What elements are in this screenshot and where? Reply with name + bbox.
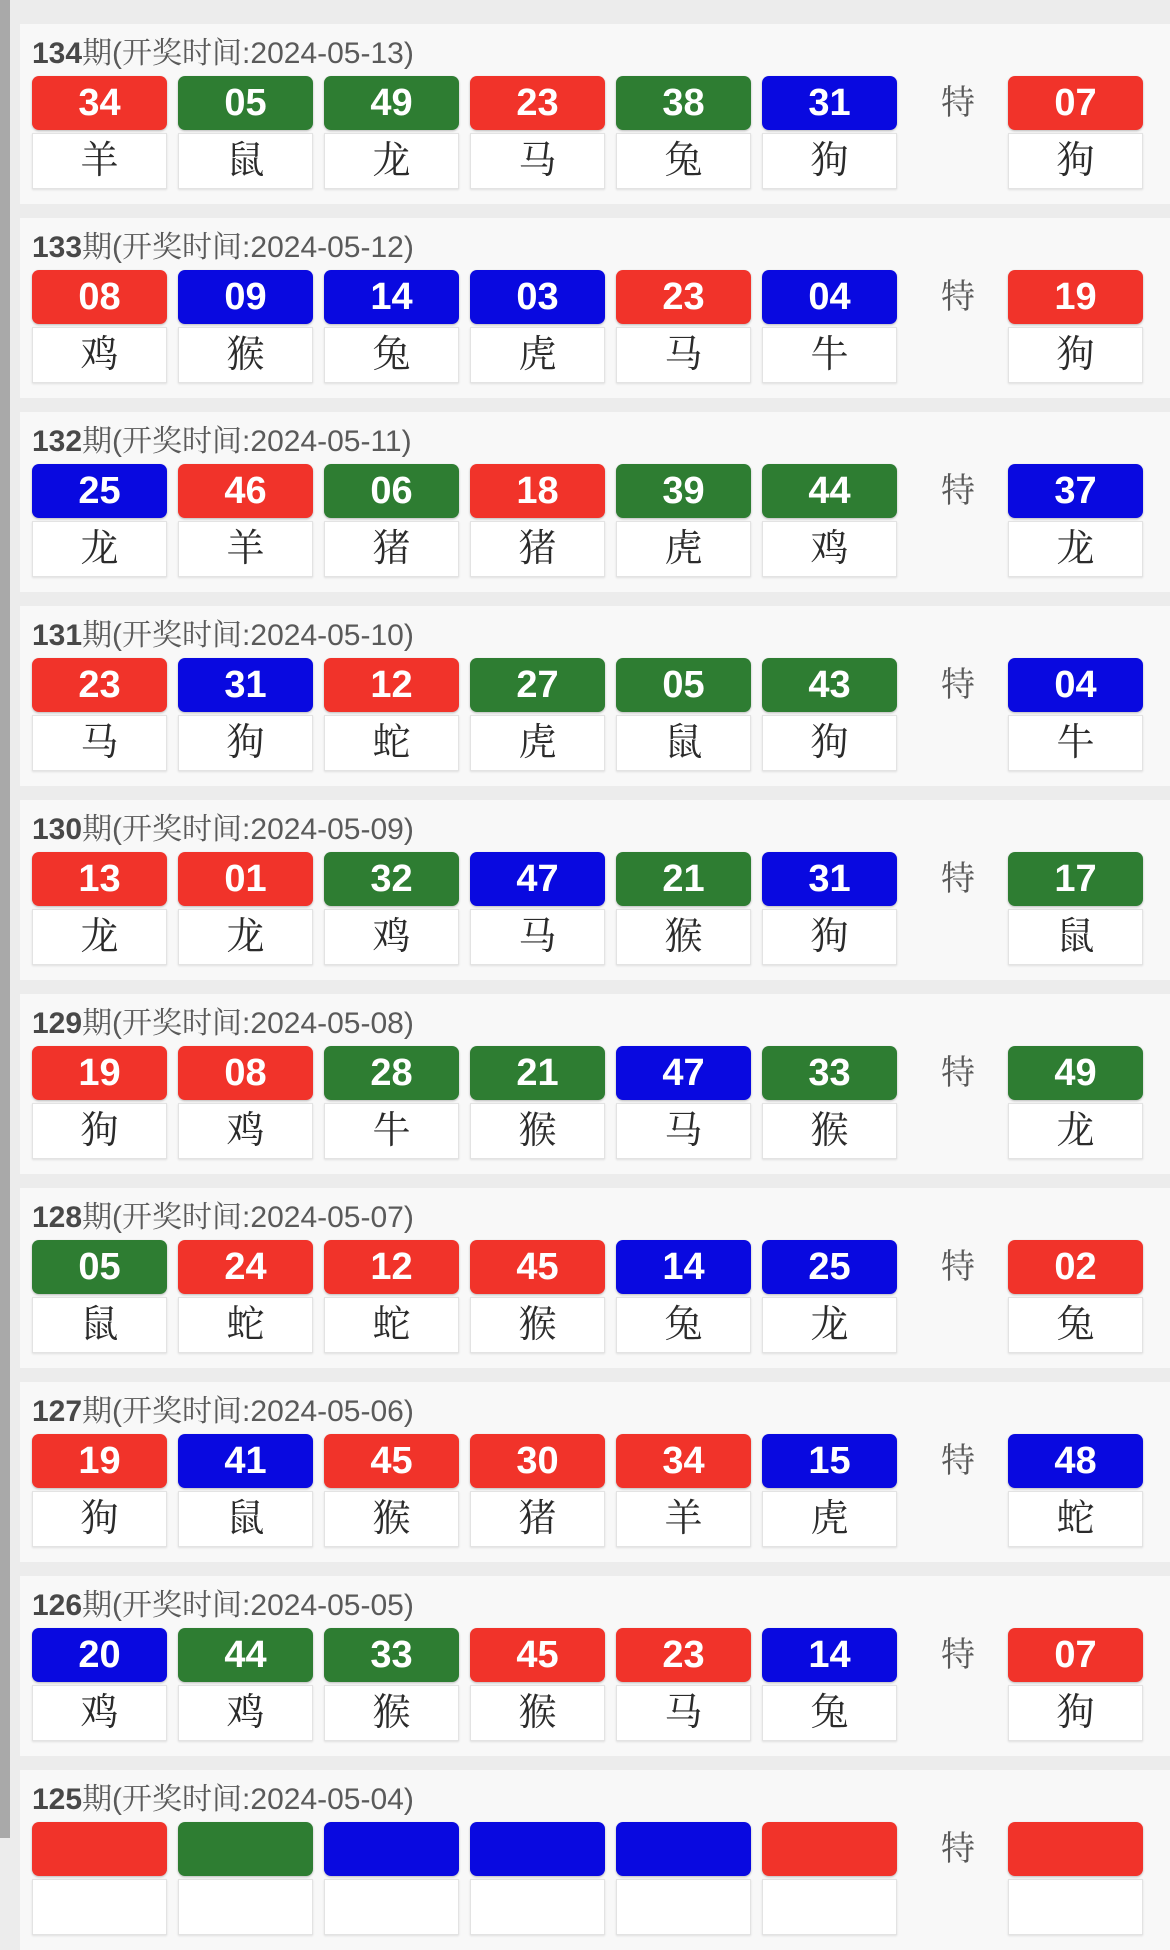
special-number-tile: 07 xyxy=(1008,1628,1143,1682)
number-cell xyxy=(324,270,459,383)
number-cell xyxy=(324,1046,459,1159)
number-tile: 13 xyxy=(32,852,167,906)
draw-header xyxy=(20,1584,1170,1628)
draw-period: 131 xyxy=(32,619,83,652)
draw-section xyxy=(20,1188,1170,1368)
zodiac-box: 虎 xyxy=(470,327,605,383)
number-cell xyxy=(32,852,167,965)
draw-date: 2024-05-06 xyxy=(250,1395,404,1428)
zodiac-box: 猴 xyxy=(324,1491,459,1547)
number-tile xyxy=(178,1822,313,1876)
number-tile: 08 xyxy=(178,1046,313,1100)
zodiac-box: 猪 xyxy=(324,521,459,577)
number-tile: 43 xyxy=(762,658,897,712)
number-cell xyxy=(178,658,313,771)
draw-section xyxy=(20,218,1170,398)
special-number-cell xyxy=(1008,76,1143,189)
number-tile: 03 xyxy=(470,270,605,324)
zodiac-box: 蛇 xyxy=(178,1297,313,1353)
number-cell xyxy=(762,852,897,965)
draw-header-label: 期(开奖时间: xyxy=(82,1007,251,1040)
special-zodiac-box: 龙 xyxy=(1008,1103,1143,1159)
draw-numbers-row xyxy=(20,658,1170,771)
zodiac-box: 猴 xyxy=(178,327,313,383)
number-tile: 34 xyxy=(616,1434,751,1488)
number-cell xyxy=(470,1240,605,1353)
draw-header xyxy=(20,32,1170,76)
number-tile xyxy=(324,1822,459,1876)
number-tile: 27 xyxy=(470,658,605,712)
draw-numbers-row xyxy=(20,1434,1170,1547)
zodiac-box: 兔 xyxy=(616,1297,751,1353)
number-cell xyxy=(616,464,751,577)
zodiac-box: 羊 xyxy=(178,521,313,577)
number-cell xyxy=(470,658,605,771)
number-cell xyxy=(32,76,167,189)
number-cell xyxy=(762,1240,897,1353)
number-cell xyxy=(178,1822,313,1935)
zodiac-box: 狗 xyxy=(762,715,897,771)
number-cell xyxy=(616,658,751,771)
draw-numbers-row xyxy=(20,852,1170,965)
special-label: 特 xyxy=(941,278,975,316)
number-tile: 06 xyxy=(324,464,459,518)
number-tile: 14 xyxy=(762,1628,897,1682)
number-cell xyxy=(324,658,459,771)
draw-section xyxy=(20,1576,1170,1756)
draw-period: 127 xyxy=(32,1395,83,1428)
zodiac-box: 鼠 xyxy=(178,1491,313,1547)
draw-date: 2024-05-05 xyxy=(250,1589,404,1622)
zodiac-box: 鼠 xyxy=(178,133,313,189)
number-cell xyxy=(324,1434,459,1547)
draw-header xyxy=(20,420,1170,464)
draw-header-label: 期(开奖时间: xyxy=(82,1201,251,1234)
zodiac-box: 羊 xyxy=(32,133,167,189)
special-label: 特 xyxy=(941,1636,975,1674)
number-cell xyxy=(470,1822,605,1935)
number-cell xyxy=(470,852,605,965)
number-cell xyxy=(616,1240,751,1353)
number-cell xyxy=(178,464,313,577)
draw-date: 2024-05-11 xyxy=(250,425,402,458)
number-cell xyxy=(470,1046,605,1159)
number-tile: 46 xyxy=(178,464,313,518)
number-tile: 31 xyxy=(762,76,897,130)
number-cell xyxy=(762,1434,897,1547)
draw-section xyxy=(20,24,1170,204)
zodiac-box: 猴 xyxy=(470,1103,605,1159)
special-number-cell xyxy=(1008,1240,1143,1353)
number-cell xyxy=(616,1434,751,1547)
zodiac-box: 蛇 xyxy=(324,715,459,771)
zodiac-box: 马 xyxy=(616,327,751,383)
special-zodiac-box: 狗 xyxy=(1008,133,1143,189)
draw-period: 130 xyxy=(32,813,83,846)
number-tile: 19 xyxy=(32,1434,167,1488)
number-tile: 41 xyxy=(178,1434,313,1488)
number-cell xyxy=(470,270,605,383)
draw-date: 2024-05-12 xyxy=(250,231,404,264)
special-label: 特 xyxy=(941,1442,975,1480)
draw-header xyxy=(20,226,1170,270)
number-cell xyxy=(32,1628,167,1741)
zodiac-box: 猴 xyxy=(762,1103,897,1159)
number-cell xyxy=(178,852,313,965)
draw-numbers-row xyxy=(20,464,1170,577)
number-cell xyxy=(178,1046,313,1159)
number-tile xyxy=(616,1822,751,1876)
special-label: 特 xyxy=(941,1054,975,1092)
number-tile: 33 xyxy=(324,1628,459,1682)
special-label: 特 xyxy=(941,472,975,510)
draw-numbers-row xyxy=(20,76,1170,189)
number-tile: 24 xyxy=(178,1240,313,1294)
number-tile: 04 xyxy=(762,270,897,324)
number-tile: 45 xyxy=(470,1240,605,1294)
number-cell xyxy=(616,270,751,383)
special-number-tile: 07 xyxy=(1008,76,1143,130)
draw-numbers-row xyxy=(20,1240,1170,1353)
draw-header xyxy=(20,1196,1170,1240)
special-number-tile: 04 xyxy=(1008,658,1143,712)
zodiac-box: 兔 xyxy=(762,1685,897,1741)
number-tile: 38 xyxy=(616,76,751,130)
special-label: 特 xyxy=(941,1248,975,1286)
zodiac-box: 狗 xyxy=(178,715,313,771)
number-tile: 19 xyxy=(32,1046,167,1100)
number-tile: 08 xyxy=(32,270,167,324)
number-cell xyxy=(762,1046,897,1159)
special-number-tile xyxy=(1008,1822,1143,1876)
zodiac-box: 虎 xyxy=(762,1491,897,1547)
draw-date: 2024-05-07 xyxy=(250,1201,404,1234)
draw-header-label: 期(开奖时间: xyxy=(82,37,251,70)
number-tile: 12 xyxy=(324,658,459,712)
number-tile: 23 xyxy=(616,1628,751,1682)
zodiac-box: 羊 xyxy=(616,1491,751,1547)
zodiac-box: 马 xyxy=(470,909,605,965)
draw-header-paren: ) xyxy=(403,619,414,652)
draw-numbers-row xyxy=(20,270,1170,383)
zodiac-box: 马 xyxy=(32,715,167,771)
number-cell xyxy=(324,852,459,965)
special-number-cell xyxy=(1008,1822,1143,1935)
draw-section xyxy=(20,606,1170,786)
zodiac-box: 狗 xyxy=(762,909,897,965)
zodiac-box: 龙 xyxy=(324,133,459,189)
zodiac-box xyxy=(470,1879,605,1935)
draw-section xyxy=(20,800,1170,980)
special-zodiac-box: 龙 xyxy=(1008,521,1143,577)
zodiac-box: 鼠 xyxy=(616,715,751,771)
draw-header-paren: ) xyxy=(403,1201,414,1234)
number-tile: 28 xyxy=(324,1046,459,1100)
number-tile: 25 xyxy=(762,1240,897,1294)
number-cell xyxy=(762,1822,897,1935)
special-zodiac-box: 鼠 xyxy=(1008,909,1143,965)
draw-header-paren: ) xyxy=(403,231,414,264)
number-tile: 14 xyxy=(324,270,459,324)
special-zodiac-box: 狗 xyxy=(1008,1685,1143,1741)
zodiac-box: 鸡 xyxy=(178,1103,313,1159)
zodiac-box xyxy=(324,1879,459,1935)
number-tile: 21 xyxy=(470,1046,605,1100)
zodiac-box: 牛 xyxy=(762,327,897,383)
draw-header xyxy=(20,1002,1170,1046)
number-cell xyxy=(762,270,897,383)
special-label: 特 xyxy=(941,1830,975,1868)
number-tile: 14 xyxy=(616,1240,751,1294)
special-number-cell xyxy=(1008,1628,1143,1741)
number-tile: 25 xyxy=(32,464,167,518)
zodiac-box: 鸡 xyxy=(32,1685,167,1741)
number-cell xyxy=(324,1240,459,1353)
number-tile: 18 xyxy=(470,464,605,518)
number-cell xyxy=(178,270,313,383)
number-cell xyxy=(324,1628,459,1741)
draw-section xyxy=(20,994,1170,1174)
number-tile: 44 xyxy=(178,1628,313,1682)
number-tile xyxy=(762,1822,897,1876)
number-tile: 01 xyxy=(178,852,313,906)
number-cell xyxy=(324,76,459,189)
number-tile: 33 xyxy=(762,1046,897,1100)
number-tile: 09 xyxy=(178,270,313,324)
special-label: 特 xyxy=(941,84,975,122)
special-zodiac-box xyxy=(1008,1879,1143,1935)
draw-numbers-row xyxy=(20,1628,1170,1741)
special-number-tile: 02 xyxy=(1008,1240,1143,1294)
draw-header-label: 期(开奖时间: xyxy=(82,1589,251,1622)
number-tile: 31 xyxy=(178,658,313,712)
number-cell xyxy=(616,1628,751,1741)
draw-period: 133 xyxy=(32,231,83,264)
special-number-cell xyxy=(1008,658,1143,771)
number-cell xyxy=(324,1822,459,1935)
number-tile: 32 xyxy=(324,852,459,906)
special-zodiac-box: 牛 xyxy=(1008,715,1143,771)
zodiac-box: 猴 xyxy=(616,909,751,965)
page-left-edge-strip xyxy=(0,0,10,1838)
draw-header xyxy=(20,1778,1170,1822)
zodiac-box: 猪 xyxy=(470,1491,605,1547)
number-cell xyxy=(470,1628,605,1741)
zodiac-box: 鸡 xyxy=(762,521,897,577)
number-tile: 05 xyxy=(178,76,313,130)
draw-numbers-row xyxy=(20,1822,1170,1935)
zodiac-box: 牛 xyxy=(324,1103,459,1159)
draw-header-label: 期(开奖时间: xyxy=(82,1783,251,1816)
special-number-cell xyxy=(1008,852,1143,965)
zodiac-box: 狗 xyxy=(32,1103,167,1159)
draw-header-paren: ) xyxy=(403,1007,414,1040)
special-label: 特 xyxy=(941,666,975,704)
number-tile: 05 xyxy=(32,1240,167,1294)
number-cell xyxy=(470,1434,605,1547)
draw-period: 125 xyxy=(32,1783,83,1816)
special-number-cell xyxy=(1008,1434,1143,1547)
draw-numbers-row xyxy=(20,1046,1170,1159)
zodiac-box: 兔 xyxy=(616,133,751,189)
number-tile: 12 xyxy=(324,1240,459,1294)
draw-header-paren: ) xyxy=(403,1783,414,1816)
zodiac-box: 狗 xyxy=(32,1491,167,1547)
number-tile: 39 xyxy=(616,464,751,518)
zodiac-box: 龙 xyxy=(178,909,313,965)
number-tile xyxy=(32,1822,167,1876)
number-cell xyxy=(32,270,167,383)
zodiac-box xyxy=(616,1879,751,1935)
number-cell xyxy=(32,658,167,771)
draw-header-paren: ) xyxy=(401,425,412,458)
number-tile: 45 xyxy=(470,1628,605,1682)
number-cell xyxy=(324,464,459,577)
number-tile: 20 xyxy=(32,1628,167,1682)
number-tile: 23 xyxy=(616,270,751,324)
number-cell xyxy=(178,1628,313,1741)
zodiac-box: 兔 xyxy=(324,327,459,383)
zodiac-box: 马 xyxy=(616,1685,751,1741)
zodiac-box: 蛇 xyxy=(324,1297,459,1353)
draw-header-label: 期(开奖时间: xyxy=(82,619,251,652)
draw-header-label: 期(开奖时间: xyxy=(82,231,251,264)
draw-header xyxy=(20,808,1170,852)
zodiac-box: 猴 xyxy=(470,1685,605,1741)
special-number-tile: 19 xyxy=(1008,270,1143,324)
draw-date: 2024-05-08 xyxy=(250,1007,404,1040)
draw-date: 2024-05-04 xyxy=(250,1783,404,1816)
special-number-tile: 17 xyxy=(1008,852,1143,906)
draw-date: 2024-05-13 xyxy=(250,37,404,70)
number-tile: 47 xyxy=(616,1046,751,1100)
draw-header-paren: ) xyxy=(403,1589,414,1622)
number-cell xyxy=(616,1046,751,1159)
draw-date: 2024-05-10 xyxy=(250,619,404,652)
zodiac-box: 马 xyxy=(470,133,605,189)
number-tile: 34 xyxy=(32,76,167,130)
number-cell xyxy=(178,1434,313,1547)
draw-date: 2024-05-09 xyxy=(250,813,404,846)
number-tile: 15 xyxy=(762,1434,897,1488)
draw-section xyxy=(20,1382,1170,1562)
zodiac-box: 龙 xyxy=(762,1297,897,1353)
special-zodiac-box: 狗 xyxy=(1008,327,1143,383)
special-zodiac-box: 兔 xyxy=(1008,1297,1143,1353)
number-tile: 44 xyxy=(762,464,897,518)
number-tile xyxy=(470,1822,605,1876)
draw-period: 129 xyxy=(32,1007,83,1040)
special-zodiac-box: 蛇 xyxy=(1008,1491,1143,1547)
number-cell xyxy=(32,1822,167,1935)
number-cell xyxy=(178,1240,313,1353)
zodiac-box: 狗 xyxy=(762,133,897,189)
special-number-cell xyxy=(1008,270,1143,383)
zodiac-box: 鸡 xyxy=(324,909,459,965)
number-cell xyxy=(762,464,897,577)
number-cell xyxy=(616,852,751,965)
number-cell xyxy=(470,464,605,577)
zodiac-box: 虎 xyxy=(470,715,605,771)
zodiac-box: 鼠 xyxy=(32,1297,167,1353)
draw-header-label: 期(开奖时间: xyxy=(82,1395,251,1428)
draw-section xyxy=(20,412,1170,592)
number-cell xyxy=(32,1046,167,1159)
special-number-cell xyxy=(1008,1046,1143,1159)
zodiac-box: 猴 xyxy=(324,1685,459,1741)
zodiac-box: 鸡 xyxy=(178,1685,313,1741)
number-cell xyxy=(762,1628,897,1741)
special-label: 特 xyxy=(941,860,975,898)
draw-header-paren: ) xyxy=(403,1395,414,1428)
number-cell xyxy=(616,1822,751,1935)
draw-header xyxy=(20,614,1170,658)
zodiac-box: 虎 xyxy=(616,521,751,577)
zodiac-box: 猪 xyxy=(470,521,605,577)
number-tile: 05 xyxy=(616,658,751,712)
zodiac-box xyxy=(32,1879,167,1935)
number-tile: 49 xyxy=(324,76,459,130)
zodiac-box: 马 xyxy=(616,1103,751,1159)
draw-header-paren: ) xyxy=(403,813,414,846)
number-tile: 30 xyxy=(470,1434,605,1488)
draw-period: 132 xyxy=(32,425,83,458)
number-tile: 45 xyxy=(324,1434,459,1488)
zodiac-box: 龙 xyxy=(32,909,167,965)
zodiac-box xyxy=(178,1879,313,1935)
draw-header-label: 期(开奖时间: xyxy=(82,425,251,458)
number-cell xyxy=(762,76,897,189)
number-cell xyxy=(616,76,751,189)
number-cell xyxy=(32,1434,167,1547)
draw-header xyxy=(20,1390,1170,1434)
number-tile: 23 xyxy=(32,658,167,712)
draw-section xyxy=(20,1770,1170,1950)
zodiac-box xyxy=(762,1879,897,1935)
zodiac-box: 龙 xyxy=(32,521,167,577)
number-cell xyxy=(32,1240,167,1353)
draw-period: 126 xyxy=(32,1589,83,1622)
number-tile: 21 xyxy=(616,852,751,906)
draw-period: 128 xyxy=(32,1201,83,1234)
special-number-tile: 49 xyxy=(1008,1046,1143,1100)
zodiac-box: 鸡 xyxy=(32,327,167,383)
number-cell xyxy=(470,76,605,189)
number-tile: 23 xyxy=(470,76,605,130)
draw-header-paren: ) xyxy=(403,37,414,70)
special-number-tile: 37 xyxy=(1008,464,1143,518)
number-tile: 31 xyxy=(762,852,897,906)
special-number-tile: 48 xyxy=(1008,1434,1143,1488)
number-cell xyxy=(32,464,167,577)
number-cell xyxy=(178,76,313,189)
special-number-cell xyxy=(1008,464,1143,577)
draw-period: 134 xyxy=(32,37,83,70)
zodiac-box: 猴 xyxy=(470,1297,605,1353)
number-cell xyxy=(762,658,897,771)
number-tile: 47 xyxy=(470,852,605,906)
draw-header-label: 期(开奖时间: xyxy=(82,813,251,846)
